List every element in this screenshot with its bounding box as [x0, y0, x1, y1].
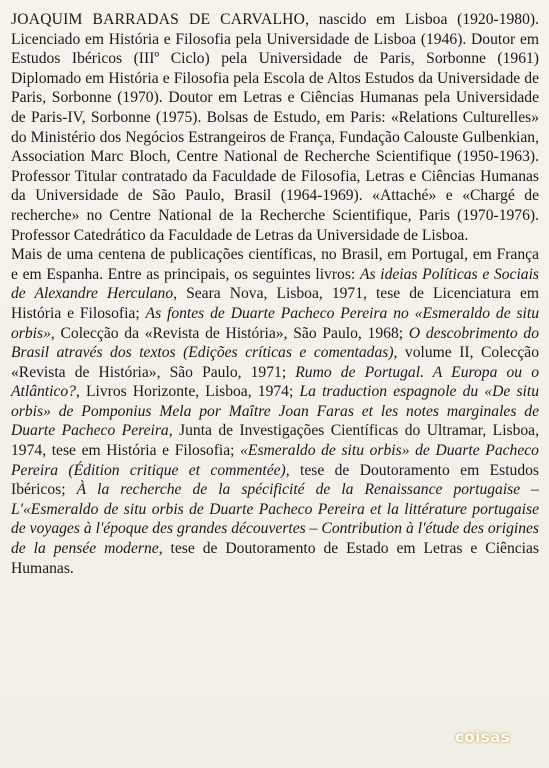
book-details: , Livros Horizonte, Lisboa, 1974; [75, 383, 300, 401]
book-title: O descobrimento do Brasil através dos textos (Edições críticas e comentadas) [11, 324, 539, 362]
author-biography [11, 10, 539, 578]
book-details: , volume II, Colecção «Revista de História», São Paulo, 1971; [11, 344, 539, 381]
book-title: As fontes de Duarte Pacheco Pereira no «Esmeraldo de situ orbis» [11, 304, 540, 342]
publications-paragraph [11, 245, 539, 578]
book-details: , Seara Nova, Lisboa, 1971, tese de Licenciatura em História e Filosofia; [11, 285, 539, 322]
book-details: , tese de Doutoramento em Estudos Ibéricos; [11, 461, 539, 499]
book-title: «Esmeraldo de situ orbis» de Duarte Pacheco Pereira (Édition critique et commentée) [11, 442, 539, 479]
author-name: JOAQUIM BARRADAS DE CARVALHO [11, 11, 306, 28]
bio-paragraph [11, 10, 539, 245]
book-details: , Colecção da «Revista de História», São Paulo, 1968; [50, 324, 409, 342]
book-title: As ideias Políticas e Sociais de Alexandre Herculano [11, 265, 539, 303]
book-title: Rumo de Portugal. A Europa ou o Atlântico? [11, 363, 539, 401]
bio-text: , nascido em Lisboa (1920-1980). Licenciado em História e Filosofia pela Universidade de Lisboa (1946). Doutor em Estudos Ibéricos (IIIº Ciclo) pela Universidade de Paris, Sorbonne (1961) Diplomado em História e Filosofia pela Escola de Altos Estudos da Universidade de Paris, Sorbonne (1970). Doutor em Letras e Ciências Humanas pela Universidade de Paris-IV, Sorbonne (1975). Bolsas de Estudo, em Paris: «Relations Culturelles» do Ministério dos Negócios Estrangeiros de França, Fundação Calouste Gulbenkian, Association Marc Bloch, Centre National de Recherche Scientifique (1950-1963). Professor Titular contratado da Faculdade de Filosofia, Letras e Ciências Humanas da Universidade de São Paulo, Brasil (1964-1969). «Attaché» e «Chargé de recherche» no Centre National de la Recherche Scientifique, Paris (1970-1976). Professor Catedrático da Faculdade de Letras da Universidade de Lisboa. [11, 11, 539, 244]
book-title: À la recherche de la spécificité de la Renaissance portugaise – L'«Esmeraldo de situ orbis de Duarte Pacheco Pereira et la littérature portugaise de voyages à l'époque des grandes découvertes – Contribution à l'étude des origines de la pensée moderne [11, 481, 539, 558]
watermark-logo: coisas [455, 728, 511, 746]
publications-intro: Mais de uma centena de publicações científicas, no Brasil, em Portugal, em França e em Espanha. Entre as principais, os seguintes livros: [11, 246, 539, 283]
book-details: , tese de Doutoramento de Estado em Letras e Ciências Humanas. [11, 540, 539, 577]
book-title: La traduction espagnole du «De situ orbis» de Pomponius Mela por Maître Joan Faras et les notes marginales de Duarte Pacheco Pereira [11, 383, 540, 440]
book-details: , Junta de Investigações Científicas do Ultramar, Lisboa, 1974, tese em História e Filosofia; [11, 422, 540, 460]
